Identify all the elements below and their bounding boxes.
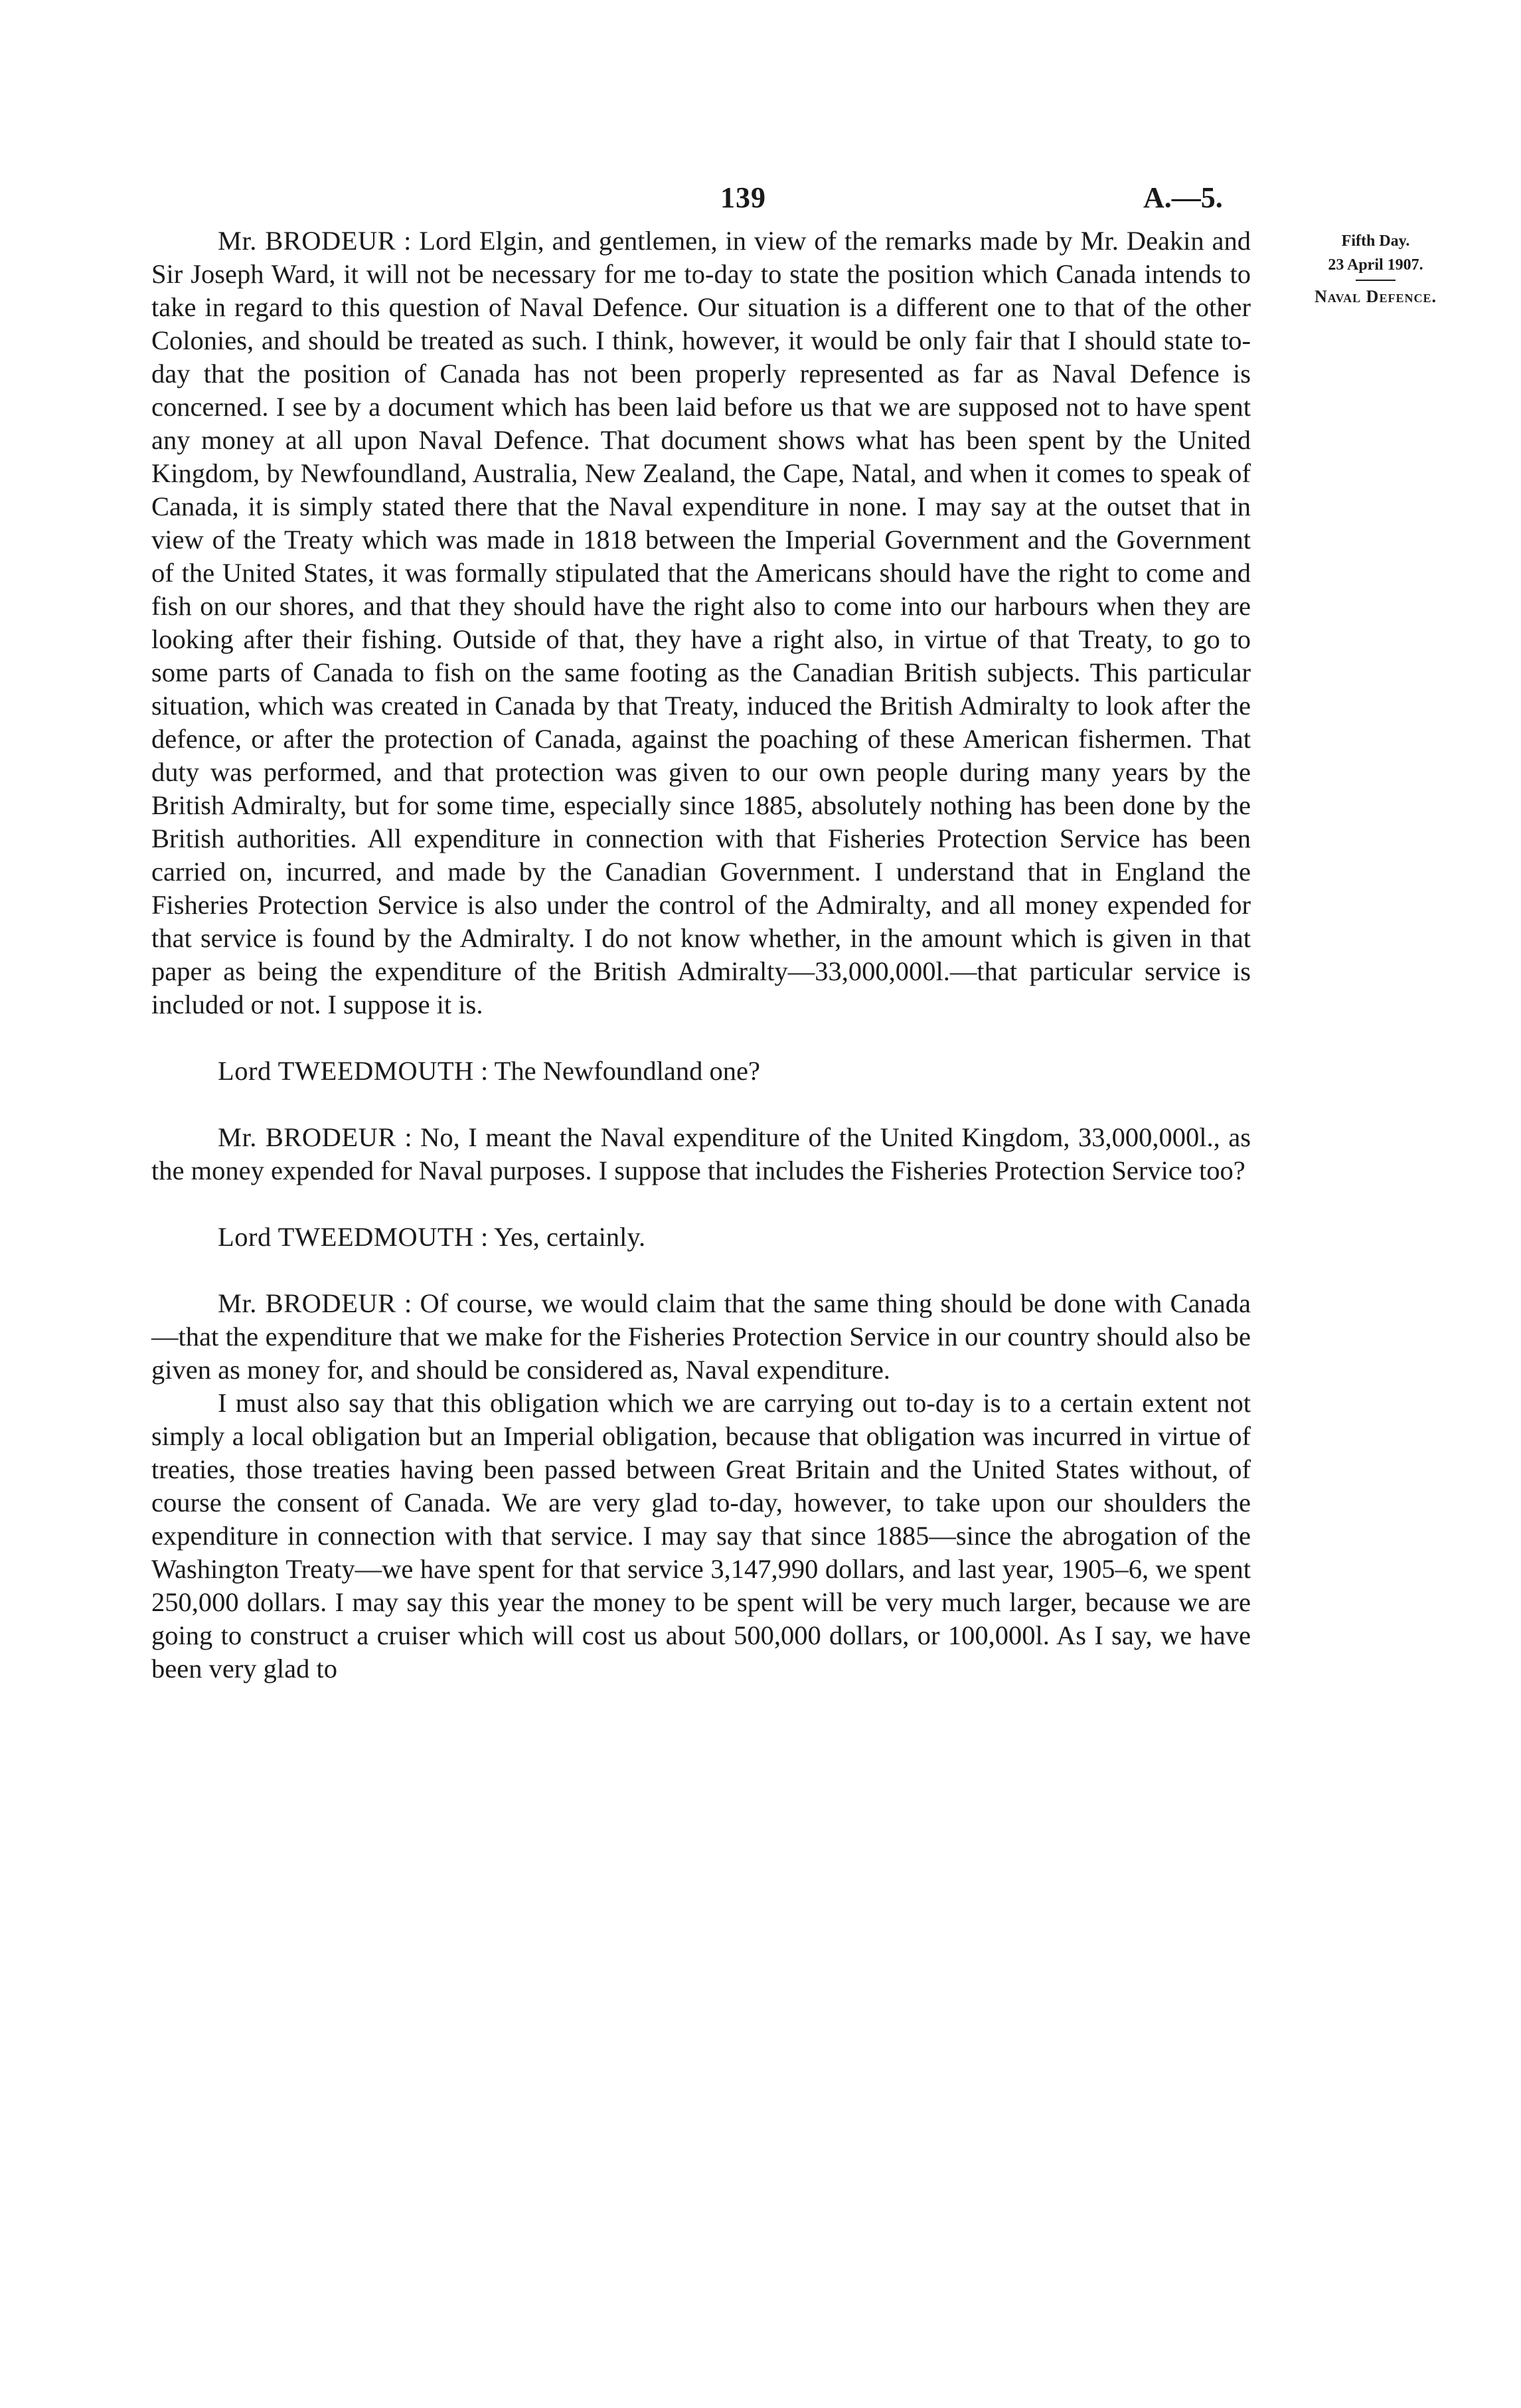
speaker-name: Mr. BRODEUR — [218, 1122, 396, 1152]
speaker-name: Lord TWEEDMOUTH — [218, 1222, 474, 1252]
document-body — [151, 224, 1251, 1685]
margin-note-divider — [1356, 280, 1396, 281]
paper-reference: A.—5. — [1143, 181, 1223, 214]
margin-note-topic: Naval Defence. — [1315, 287, 1437, 306]
paragraph-continuation — [151, 1387, 1251, 1685]
paragraph-text: No, I meant the Naval expenditure of the United Kingdom, 33,000,000l., as the money expended for Naval purposes. I suppose that includes the Fisheries Protection Service too? — [151, 1122, 1251, 1185]
paragraph-tweedmouth-2: Lord TWEEDMOUTH : Yes, certainly. — [218, 1222, 646, 1252]
paragraph-text: I must also say that this obligation which we are carrying out to-day is to a certain extent not simply a local obligation but an Imperial obligation, because that obligation was incurred in virtue of treaties, those treaties having been passed between Great Britain and the United States without, of course the consent of Canada. We are very glad to-day, however, to take upon our shoulders the expenditure in connection with that service. I may say that since 1885—since the abrogation of the Washington Treaty—we have spent for that service 3,147,990 dollars, and last year, 1905–6, we spent 250,000 dollars. I may say this year the money to be spent will be very much larger, because we are going to construct a cruiser which will cost us about 500,000 dollars, or 100,000l. As I say, we have been very glad to — [151, 1388, 1251, 1683]
page-number: 139 — [720, 181, 766, 214]
paragraph-brodeur-2: Mr. BRODEUR : No, I meant the Naval expenditure of the United Kingdom, 33,000,000l., as the money expended for Naval purposes. I suppose that includes the Fisheries Protection Service too? — [151, 1122, 1251, 1185]
speaker-name: Mr. BRODEUR — [218, 1288, 396, 1318]
margin-note — [1276, 229, 1475, 309]
paragraph-text: The Newfoundland one? — [494, 1056, 760, 1086]
paragraph-brodeur-3: Mr. BRODEUR : Of course, we would claim that the same thing should be done with Canada—that the expenditure that we make for the Fisheries Protection Service in our country should also be given as money for, and should be considered as, Naval expenditure. — [151, 1288, 1251, 1385]
speaker-name: Mr. BRODEUR — [218, 226, 396, 256]
margin-note-day: Fifth Day. — [1341, 232, 1410, 250]
paragraph-tweedmouth-1: Lord TWEEDMOUTH : The Newfoundland one? — [218, 1056, 760, 1086]
margin-note-date: 23 April 1907. — [1328, 256, 1423, 274]
paragraph-text: Lord Elgin, and gentlemen, in view of the remarks made by Mr. Deakin and Sir Joseph Ward, it will not be necessary for me to-day to state the position which Canada intends to take in regard to this question of Naval Defence. Our situation is a different one to that of the other Colonies, and should be treated as such. I think, however, it would be only fair that I should state to-day that the position of Canada has not been properly represented as far as Naval Defence is concerned. I see by a document which has been laid before us that we are supposed not to have spent any money at all upon Naval Defence. That document shows what has been spent by the United Kingdom, by Newfoundland, Australia, New Zealand, the Cape, Natal, and when it comes to speak of Canada, it is simply stated there that the Naval expenditure in none. I may say at the outset that in view of the Treaty which was made in 1818 between the Imperial Government and the Government of the United States, it was formally stipulated that the Americans should have the right to come and fish on our shores, and that they should have the right also to come into our harbours when they are looking after their fishing. Outside of that, they have a right also, in virtue of that Treaty, to go to some parts of Canada to fish on the same footing as the Canadian British subjects. This particular situation, which was created in Canada by that Treaty, induced the British Admiralty to look after the defence, or after the protection of Canada, against the poaching of these American fishermen. That duty was performed, and that protection was given to our own people during many years by the British Admiralty, but for some time, especially since 1885, absolutely nothing has been done by the British authorities. All expenditure in connection with that Fisheries Protection Service has been carried on, incurred, and made by the Canadian Government. I understand that in England the Fisheries Protection Service is also under the control of the Admiralty, and all money expended for that service is found by the Admiralty. I do not know whether, in the amount which is given in that paper as being the expenditure of the British Admiralty—33,000,000l.—that particular service is included or not. I suppose it is. — [151, 226, 1251, 1019]
speaker-name: Lord TWEEDMOUTH — [218, 1056, 474, 1086]
paragraph-brodeur-1: Mr. BRODEUR : Lord Elgin, and gentlemen, in view of the remarks made by Mr. Deakin and Sir Joseph Ward, it will not be necessary for me to-day to state the position which Canada intends to take in regard to this question of Naval Defence. Our situation is a different one to that of the other Colonies, and should be treated as such. I think, however, it would be only fair that I should state to-day that the position of Canada has not been properly represented as far as Naval Defence is concerned. I see by a document which has been laid before us that we are supposed not to have spent any money at all upon Naval Defence. That document shows what has been spent by the United Kingdom, by Newfoundland, Australia, New Zealand, the Cape, Natal, and when it comes to speak of Canada, it is simply stated there that the Naval expenditure in none. I may say at the outset that in view of the Treaty which was made in 1818 between the Imperial Government and the Government of the United States, it was formally stipulated that the Americans should have the right to come and fish on our shores, and that they should have the right also to come into our harbours when they are looking after their fishing. Outside of that, they have a right also, in virtue of that Treaty, to go to some parts of Canada to fish on the same footing as the Canadian British subjects. This particular situation, which was created in Canada by that Treaty, induced the British Admiralty to look after the defence, or after the protection of Canada, against the poaching of these American fishermen. That duty was performed, and that protection was given to our own people during many years by the British Admiralty, but for some time, especially since 1885, absolutely nothing has been done by the British authorities. All expenditure in connection with that Fisheries Protection Service has been carried on, incurred, and made by the Canadian Government. I understand that in England the Fisheries Protection Service is also under the control of the Admiralty, and all money expended for that service is found by the Admiralty. I do not know whether, in the amount which is given in that paper as being the expenditure of the British Admiralty—33,000,000l.—that particular service is included or not. I suppose it is. — [151, 226, 1251, 1019]
paragraph-text: Of course, we would claim that the same thing should be done with Canada—that the expenditure that we make for the Fisheries Protection Service in our country should also be given as money for, and should be considered as, Naval expenditure. — [151, 1288, 1251, 1385]
paragraph-text: Yes, certainly. — [493, 1222, 646, 1252]
